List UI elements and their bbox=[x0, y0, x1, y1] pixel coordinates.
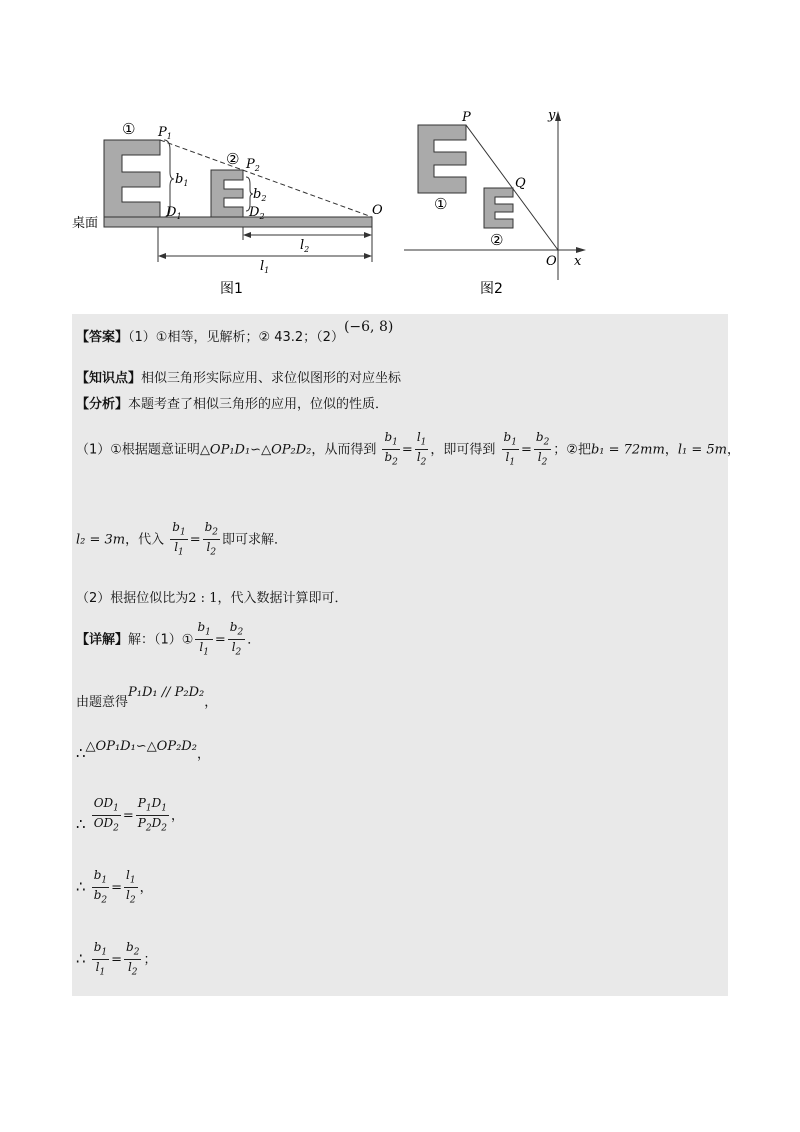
desk-surface bbox=[104, 217, 372, 227]
answer-text: （1）①相等，见解析；② 43.2；（2） bbox=[128, 330, 344, 345]
figure-1 bbox=[60, 110, 400, 300]
answer-line bbox=[76, 319, 394, 347]
analysis-part1-cont: l₂ = 3m，代入 $\frac{b_1}{l_1}$ = $\frac{b_2}{l_2}$ 即可求解． bbox=[76, 520, 288, 558]
label-1: ① bbox=[122, 120, 136, 138]
label-d1: $D_1$ bbox=[166, 205, 182, 221]
label-q: Q bbox=[515, 176, 526, 191]
detail-step4: ∴ $\frac{b_1}{b_2}$ = $\frac{l_1}{l_2}$ ， bbox=[76, 868, 153, 906]
fraction-l1-l2: $\frac{l_1}{l_2}$ bbox=[416, 430, 427, 468]
label-d2: $D_2$ bbox=[249, 205, 265, 221]
label-y: y bbox=[548, 108, 556, 123]
label-l1: $l_1$ bbox=[260, 259, 270, 275]
knowledge-text: 相似三角形实际应用、求位似图形的对应坐标 bbox=[141, 371, 402, 386]
analysis-line bbox=[76, 396, 388, 414]
dashed-sight-line bbox=[160, 140, 372, 217]
detail-line: 【详解】解：（1）① $\frac{b_1}{l_1}$ = $\frac{b_2}{l_2}$ ． bbox=[76, 620, 261, 658]
label-1: ① bbox=[434, 195, 448, 213]
e-shape-1 bbox=[104, 140, 160, 217]
detail-tag: 【详解】 bbox=[76, 632, 129, 648]
label-b1: $b_1$ bbox=[175, 172, 189, 188]
answer-tag: 【答案】 bbox=[76, 330, 129, 345]
e-shape-1 bbox=[418, 125, 466, 193]
label-2: ② bbox=[490, 231, 504, 249]
e-shape-2 bbox=[211, 170, 243, 217]
answer-coord: (−6, 8) bbox=[343, 319, 394, 335]
knowledge-tag: 【知识点】 bbox=[76, 371, 142, 386]
label-o: O bbox=[372, 203, 383, 218]
detail-step3: ∴ $\frac{OD_1}{OD_2}$ = $\frac{P_1D_1}{P_2D_2}$ ， bbox=[76, 796, 184, 834]
figure-1-caption: 图1 bbox=[220, 281, 243, 297]
label-l2: $l_2$ bbox=[300, 238, 310, 254]
label-p1: $P_1$ bbox=[158, 125, 172, 141]
label-desk: 桌面 bbox=[72, 216, 99, 231]
fraction-b1-b2: $\frac{b_1}{b_2}$ bbox=[384, 430, 398, 468]
figure-2-caption: 图2 bbox=[480, 281, 503, 297]
analysis-part2: （2）根据位似比为2 : 1，代入数据计算即可． bbox=[76, 591, 348, 606]
figure-2 bbox=[400, 105, 600, 300]
label-2: ② bbox=[226, 150, 240, 168]
detail-step5: ∴ $\frac{b_1}{l_1}$ = $\frac{b_2}{l_2}$ ； bbox=[76, 940, 157, 978]
analysis-part1: （1）①根据题意证明△OP₁D₁∽△OP₂D₂，从而得到 $\frac{b_1}{b_2}$ = $\frac{l_1}{l_2}$ ，即可得到 $\frac{b_1}{l_1}$ = $\frac{b_2}{l_2}$ ；②把b₁ = 72mm，l₁ = 5m， bbox=[76, 430, 740, 468]
label-o: O bbox=[546, 254, 557, 269]
label-p: P bbox=[462, 110, 471, 125]
solution-panel bbox=[72, 314, 740, 996]
label-x: x bbox=[574, 254, 582, 269]
label-p2: $P_2$ bbox=[246, 157, 260, 173]
knowledge-line bbox=[76, 370, 401, 388]
e-shape-2 bbox=[484, 188, 513, 228]
detail-step1: 由题意得P₁D₁ // P₂D₂， bbox=[76, 685, 218, 710]
detail-step2: ∴△OP₁D₁∽△OP₂D₂， bbox=[76, 739, 210, 762]
label-b2: $b_2$ bbox=[253, 187, 267, 203]
line-po bbox=[466, 125, 558, 250]
analysis-text: 本题考查了相似三角形的应用，位似的性质． bbox=[128, 397, 389, 412]
analysis-tag: 【分析】 bbox=[76, 397, 129, 412]
